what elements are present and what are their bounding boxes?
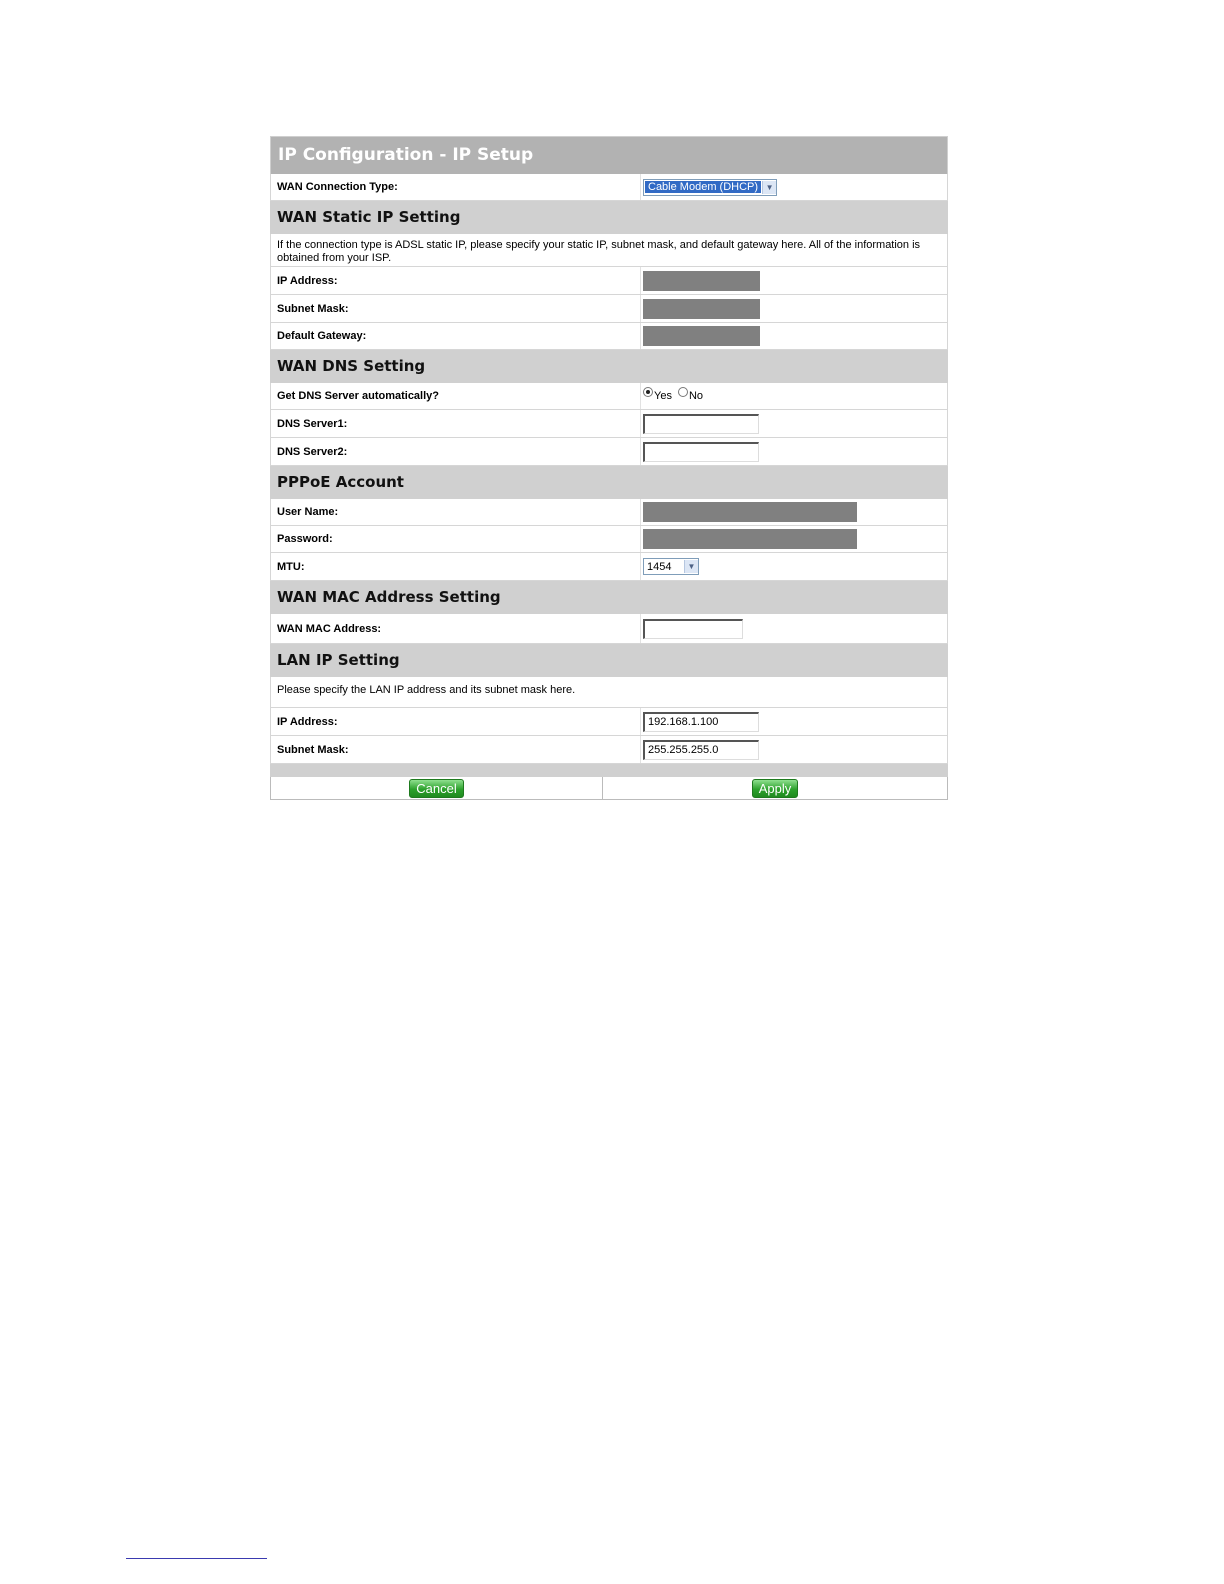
wan-mask-row (270, 295, 948, 323)
wan-gateway-field (643, 326, 760, 346)
wan-mac-input[interactable] (643, 619, 743, 639)
section-lan-ip: LAN IP Setting (270, 644, 948, 677)
wan-gateway-label: Default Gateway: (271, 323, 641, 349)
dns-auto-yes-radio[interactable] (643, 387, 653, 397)
lan-ip-label: IP Address: (271, 708, 641, 735)
wan-mac-label: WAN MAC Address: (271, 614, 641, 643)
page-title: IP Configuration - IP Setup (270, 136, 948, 174)
lan-ip-description: Please specify the LAN IP address and its subnet mask here. (270, 677, 948, 708)
wan-mask-label: Subnet Mask: (271, 295, 641, 322)
pppoe-password-row (270, 526, 948, 553)
section-wan-mac: WAN MAC Address Setting (270, 581, 948, 614)
wan-connection-row (270, 174, 948, 201)
wan-connection-value: Cable Modem (DHCP) (645, 181, 761, 193)
lan-mask-row (270, 736, 948, 764)
footnote-rule (126, 1558, 267, 1559)
dns2-row (270, 438, 948, 466)
button-separator (270, 764, 948, 777)
section-pppoe: PPPoE Account (270, 466, 948, 499)
mtu-value: 1454 (647, 560, 672, 573)
wan-connection-label: WAN Connection Type: (271, 174, 641, 200)
pppoe-password-field (643, 529, 857, 549)
wan-connection-select[interactable] (643, 179, 777, 196)
dns1-row (270, 410, 948, 438)
cancel-cell (271, 777, 603, 799)
pppoe-user-field (643, 502, 857, 522)
dns-auto-no-label: No (688, 390, 704, 402)
apply-button[interactable]: Apply (752, 779, 799, 798)
dns-auto-row (270, 383, 948, 410)
ip-setup-panel (270, 136, 948, 800)
wan-ip-field (643, 271, 760, 291)
pppoe-user-row (270, 499, 948, 526)
chevron-down-icon[interactable]: ▼ (762, 181, 776, 194)
dns1-input[interactable] (643, 414, 759, 434)
dns2-label: DNS Server2: (271, 438, 641, 465)
wan-mac-row (270, 614, 948, 644)
dns-auto-label: Get DNS Server automatically? (271, 383, 641, 409)
wan-ip-label: IP Address: (271, 267, 641, 294)
dns-auto-yes-label: Yes (654, 390, 672, 402)
apply-cell (603, 777, 947, 799)
lan-mask-label: Subnet Mask: (271, 736, 641, 763)
lan-ip-input[interactable]: 192.168.1.100 (643, 712, 759, 732)
section-wan-static: WAN Static IP Setting (270, 201, 948, 234)
lan-ip-row (270, 708, 948, 736)
pppoe-password-label: Password: (271, 526, 641, 552)
wan-static-description: If the connection type is ADSL static IP, please specify your static IP, subnet mask, and default gateway here. All of the information is obtained from your ISP. (270, 234, 948, 267)
button-row (270, 777, 948, 800)
mtu-label: MTU: (271, 553, 641, 580)
mtu-row (270, 553, 948, 581)
cancel-button[interactable]: Cancel (409, 779, 463, 798)
dns1-label: DNS Server1: (271, 410, 641, 437)
mtu-select[interactable] (643, 558, 699, 575)
lan-mask-input[interactable]: 255.255.255.0 (643, 740, 759, 760)
pppoe-user-label: User Name: (271, 499, 641, 525)
wan-mask-field (643, 299, 760, 319)
dns2-input[interactable] (643, 442, 759, 462)
chevron-down-icon[interactable]: ▼ (684, 560, 698, 573)
section-wan-dns: WAN DNS Setting (270, 350, 948, 383)
wan-gateway-row (270, 323, 948, 350)
wan-ip-row (270, 267, 948, 295)
dns-auto-no-radio[interactable] (678, 387, 688, 397)
